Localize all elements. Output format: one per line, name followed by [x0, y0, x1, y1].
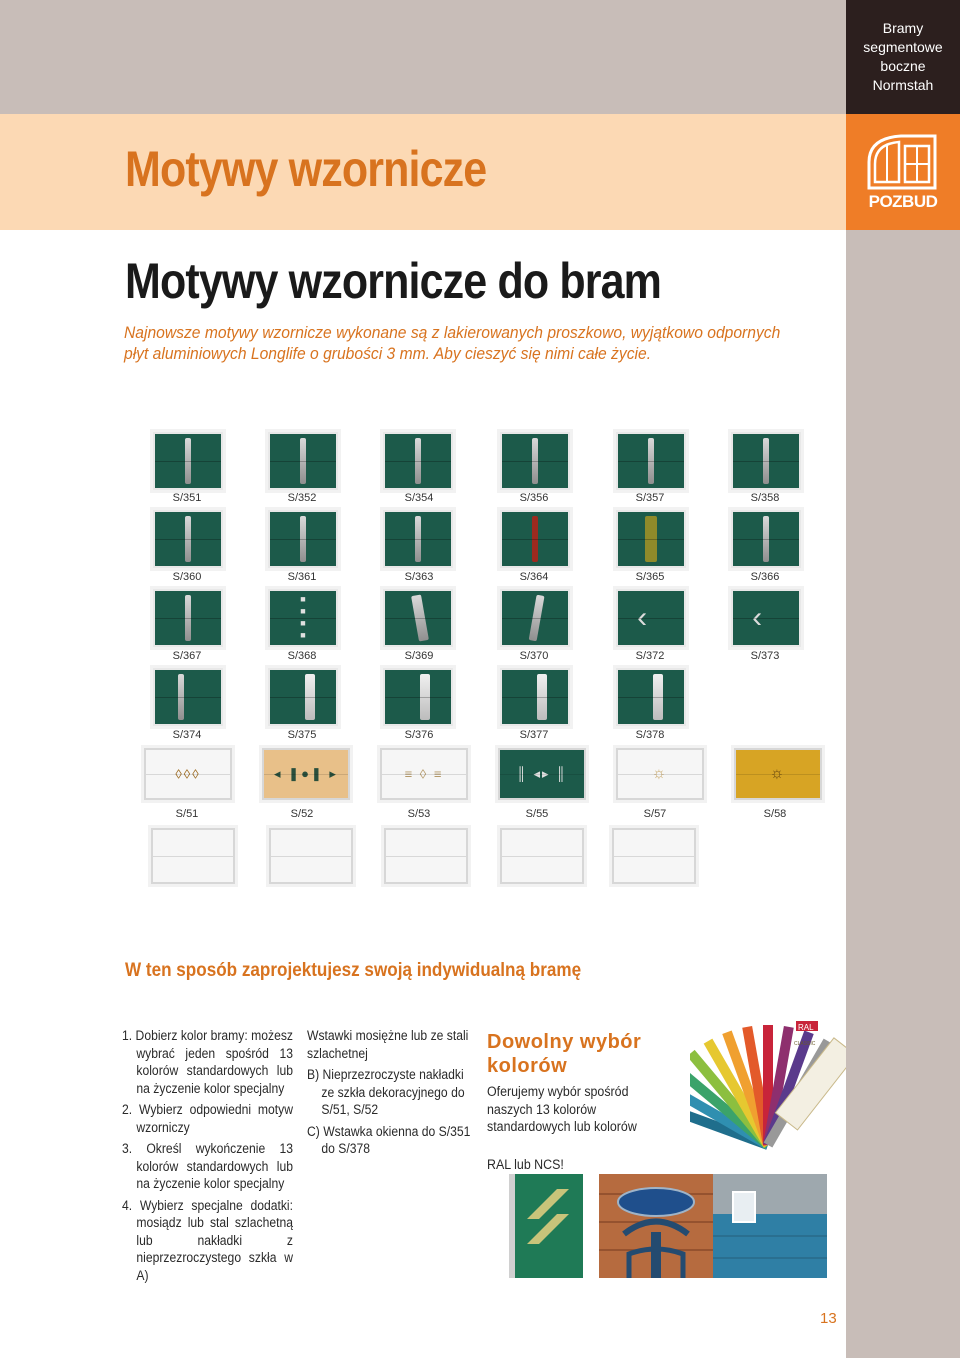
- door-thumbnail: [377, 504, 459, 572]
- ral-text: RAL lub NCS!: [487, 1157, 564, 1172]
- door-label: S/52: [290, 808, 314, 820]
- photo-stripes: [487, 1174, 599, 1278]
- colors-title: Dowolny wybór kolorów: [487, 1031, 642, 1077]
- door-label: S/361: [287, 571, 317, 583]
- door-thumbnail: [610, 742, 710, 804]
- insert-strip-icon: [415, 438, 421, 484]
- door-thumbnail: [494, 822, 590, 888]
- door-label: S/358: [750, 492, 780, 504]
- door-label: S/374: [172, 729, 202, 741]
- door-thumbnail: [377, 426, 459, 494]
- category-line: segmentowe: [863, 39, 943, 55]
- door-thumbnail: [494, 662, 576, 730]
- door-label: S/51: [175, 808, 199, 820]
- insert-strip-icon: [415, 516, 421, 562]
- step-item: 4. Wybierz specjalne dodatki: mosiądz lub stal szlachetną lub nakładki z nieprzezroczystego szkła w A): [122, 1197, 293, 1283]
- door-thumbnail: [378, 822, 474, 888]
- insert-strip-icon: [648, 438, 654, 484]
- door-label: S/372: [635, 650, 665, 662]
- page-title: Motywy wzornicze do bram: [125, 253, 662, 309]
- door-thumbnail: [725, 583, 807, 651]
- door-thumbnail: [728, 742, 828, 804]
- door-label: S/370: [519, 650, 549, 662]
- door-label: S/363: [404, 571, 434, 583]
- door-thumbnail: [262, 662, 344, 730]
- door-label: S/378: [635, 729, 665, 741]
- door-label: S/351: [172, 492, 202, 504]
- door-thumbnail: [494, 583, 576, 651]
- insert-strip-icon: [645, 516, 657, 562]
- pozbud-logo: [846, 114, 960, 230]
- door-label: S/377: [519, 729, 549, 741]
- photo-glass-insert: [599, 1174, 713, 1278]
- door-label: S/369: [404, 650, 434, 662]
- door-label: S/373: [750, 650, 780, 662]
- door-thumbnail: [262, 426, 344, 494]
- insert-strip-icon: [532, 438, 538, 484]
- door-label: S/365: [635, 571, 665, 583]
- dots-icon: ■■■■: [298, 594, 308, 642]
- insert-strip-icon: [185, 516, 191, 562]
- door-thumbnail: [147, 426, 229, 494]
- door-label: S/376: [404, 729, 434, 741]
- door-label: S/357: [635, 492, 665, 504]
- window-insert-icon: [420, 674, 430, 720]
- door-thumbnail: [374, 742, 474, 804]
- sunburst-icon: ☼: [651, 765, 669, 782]
- diamond-icon: ║ ◂▸ ║: [516, 766, 568, 781]
- window-insert-icon: [537, 674, 547, 720]
- door-label: S/366: [750, 571, 780, 583]
- door-thumbnail: [725, 426, 807, 494]
- door-label: S/352: [287, 492, 317, 504]
- fan-sublabel: CLASSIC: [794, 1041, 816, 1047]
- insert-strip-icon: [185, 595, 191, 641]
- insert-strip-icon: [185, 438, 191, 484]
- sunburst-icon: ☼: [769, 765, 787, 782]
- door-thumbnail: [263, 822, 359, 888]
- diamond-icon: ◂ ❚●❚ ▸: [274, 766, 338, 781]
- option-c: C) Wstawka okienna do S/351 do S/378: [307, 1123, 471, 1156]
- category-box: [846, 0, 960, 114]
- door-thumbnail: [262, 504, 344, 572]
- intro-text: Najnowsze motywy wzornicze wykonane są z lakierowanych proszkowo, wyjątkowo odpornych płyt aluminiowych Longlife o grubości 3 mm. Aby cieszyć się nimi całe życie.: [124, 323, 781, 363]
- diamond-icon: ≡ ◊ ≡: [404, 766, 444, 782]
- door-thumbnail: [256, 742, 356, 804]
- door-thumbnail: [725, 504, 807, 572]
- window-logo-icon: [865, 132, 941, 190]
- door-thumbnail: [262, 583, 344, 651]
- door-thumbnail: [610, 426, 692, 494]
- door-thumbnail: [377, 583, 459, 651]
- insert-strip-icon: [300, 516, 306, 562]
- door-thumbnail: [494, 426, 576, 494]
- page-number: 13: [820, 1310, 837, 1327]
- category-line: Bramy: [882, 20, 924, 36]
- category-line: Normstah: [872, 77, 934, 93]
- fan-label: RAL: [798, 1023, 814, 1032]
- logo-text: POZBUD: [868, 192, 938, 211]
- door-label: S/360: [172, 571, 202, 583]
- door-label: S/53: [407, 808, 431, 820]
- door-label: S/57: [643, 808, 667, 820]
- door-thumbnail: [138, 742, 238, 804]
- door-thumbnail: [147, 662, 229, 730]
- chevron-icon: ‹: [637, 601, 650, 634]
- window-insert-icon: [305, 674, 315, 720]
- door-thumbnail: [494, 504, 576, 572]
- steps-list: [122, 1027, 293, 1288]
- door-label: S/354: [404, 492, 434, 504]
- door-thumbnail: [147, 504, 229, 572]
- inserts-title: Wstawki mosiężne lub ze stali szlachetnej: [307, 1028, 469, 1061]
- door-label: S/58: [763, 808, 787, 820]
- door-thumbnail: [610, 504, 692, 572]
- insert-strip-icon: [532, 516, 538, 562]
- door-label: S/368: [287, 650, 317, 662]
- colors-text: Oferujemy wybór spośród naszych 13 kolorów standardowych lub kolorów: [487, 1084, 637, 1134]
- door-thumbnail: [610, 662, 692, 730]
- door-thumbnail: [145, 822, 241, 888]
- step-item: 2. Wybierz odpowiedni motyw wzorniczy: [122, 1102, 293, 1135]
- door-thumbnail: [606, 822, 702, 888]
- door-label: S/356: [519, 492, 549, 504]
- door-label: S/55: [525, 808, 549, 820]
- insert-strip-icon: [529, 595, 545, 642]
- category-line: boczne: [880, 58, 926, 74]
- step-item: 1. Dobierz kolor bramy: możesz wybrać jeden spośród 13 kolorów standardowych lub na życzenie kolor specjalny: [122, 1028, 293, 1096]
- door-label: S/375: [287, 729, 317, 741]
- insert-strip-icon: [178, 674, 184, 720]
- door-thumbnail: [610, 583, 692, 651]
- insert-strip-icon: [300, 438, 306, 484]
- door-thumbnail: [147, 583, 229, 651]
- insert-strip-icon: [411, 594, 429, 641]
- color-fan-image: [690, 1015, 846, 1155]
- door-label: S/367: [172, 650, 202, 662]
- diamond-icon: ◊◊◊: [175, 766, 201, 782]
- design-subheading: W ten sposób zaprojektujesz swoją indywidualną bramę: [125, 960, 582, 981]
- insert-strip-icon: [763, 516, 769, 562]
- option-b: B) Nieprzezroczyste nakładki ze szkła dekoracyjnego do S/51, S/52: [307, 1067, 465, 1117]
- photo-window-insert: [713, 1174, 827, 1278]
- section-title: Motywy wzornicze: [125, 141, 487, 197]
- window-insert-icon: [653, 674, 663, 720]
- door-thumbnail: [377, 662, 459, 730]
- chevron-icon: ‹: [752, 601, 765, 634]
- door-thumbnail: [492, 742, 592, 804]
- top-bar: [0, 0, 846, 114]
- inserts-list: [307, 1027, 474, 1162]
- insert-strip-icon: [763, 438, 769, 484]
- step-item: 3. Określ wykończenie 13 kolorów standardowych lub na życzenie kolor specjalny: [122, 1141, 293, 1191]
- door-label: S/364: [519, 571, 549, 583]
